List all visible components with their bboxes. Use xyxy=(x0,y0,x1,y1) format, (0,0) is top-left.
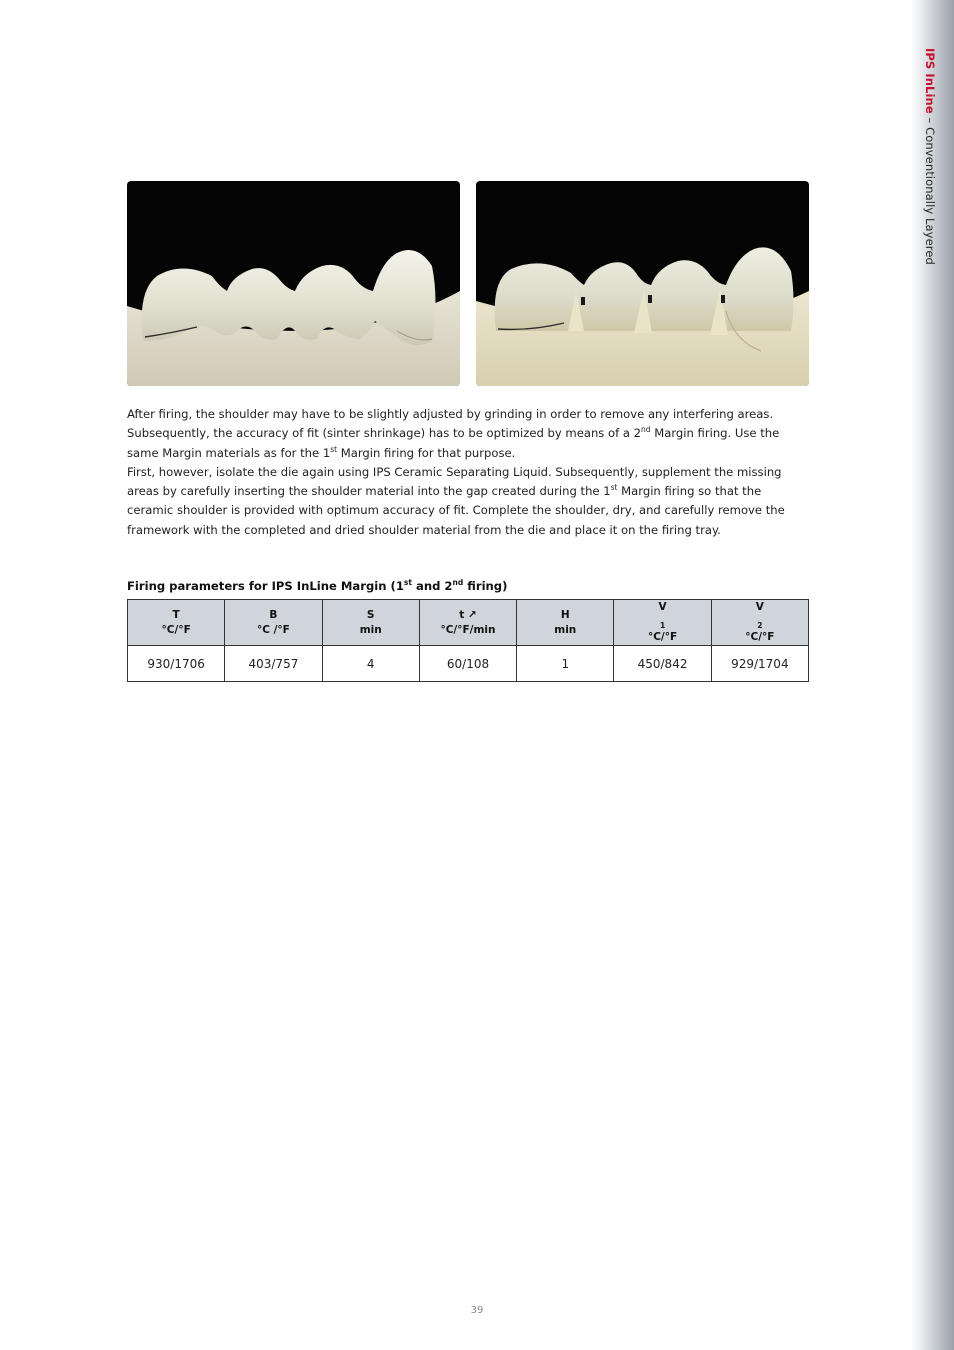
running-header-text: – Conventionally Layered xyxy=(923,113,937,265)
paragraph-line: After firing, the shoulder may have to be slightly adjusted by grinding in order to remove any interfering areas. xyxy=(127,407,774,421)
header-B: B °C /°F xyxy=(225,600,322,646)
cell-t-rate: 60/108 xyxy=(419,646,516,682)
cell-T: 930/1706 xyxy=(128,646,225,682)
ordinal-suffix: st xyxy=(330,444,338,454)
paragraph-segment: Margin firing. Use the same Margin materials as for the 1 xyxy=(127,426,780,460)
running-header xyxy=(923,48,937,265)
ordinal-suffix: st xyxy=(403,578,412,588)
cell-V2: 929/1704 xyxy=(711,646,808,682)
cell-S: 4 xyxy=(322,646,419,682)
header-T: T °C/°F xyxy=(128,600,225,646)
paragraph-segment: Subsequently, the accuracy of fit (sinter shrinkage) has to be optimized by means of a 2 xyxy=(127,426,642,441)
caption-segment: Firing parameters for IPS InLine Margin (1 xyxy=(127,579,404,593)
cell-B: 403/757 xyxy=(225,646,322,682)
cell-V1: 450/842 xyxy=(614,646,711,682)
paragraph-segment: Margin firing for that purpose. xyxy=(337,445,516,460)
running-header-brand: IPS InLine xyxy=(923,48,937,114)
cell-H: 1 xyxy=(517,646,614,682)
ordinal-suffix: nd xyxy=(452,578,464,588)
instruction-text xyxy=(127,405,811,540)
header-t-rate: t ↗ °C/°F/min xyxy=(419,600,516,646)
page-number: 39 xyxy=(470,1305,484,1316)
paragraph-segment: Margin firing so that the ceramic shoulder is provided with optimum accuracy of fit. Complete the shoulder, dry, and carefully remove the framework with the completed and dried shoulder material from the die and place it on the firing tray. xyxy=(127,484,785,537)
table-row xyxy=(128,646,809,682)
paragraph-isolate-and-supplement xyxy=(127,463,811,540)
header-H: H min xyxy=(517,600,614,646)
table-caption xyxy=(127,579,507,593)
firing-parameters-table xyxy=(127,599,809,682)
header-S: S min xyxy=(322,600,419,646)
photo-bridge-after-second-firing xyxy=(476,181,809,386)
table-header-row xyxy=(128,600,809,646)
paragraph-grinding-and-second-firing xyxy=(127,405,811,463)
ordinal-suffix: nd xyxy=(641,425,651,435)
header-V1: V $_1$ °C/°F xyxy=(614,600,711,646)
photo-bridge-after-first-firing xyxy=(127,181,460,386)
caption-segment: firing) xyxy=(463,579,508,593)
ordinal-suffix: st xyxy=(610,483,618,493)
header-V2: V $_2$ °C/°F xyxy=(711,600,808,646)
caption-segment: and 2 xyxy=(411,579,453,593)
paragraph-segment: First, however, isolate the die again using IPS Ceramic Separating Liquid. Subsequently, supplement the missing areas by carefully inserting the shoulder material into the gap created during the 1 xyxy=(127,464,782,499)
